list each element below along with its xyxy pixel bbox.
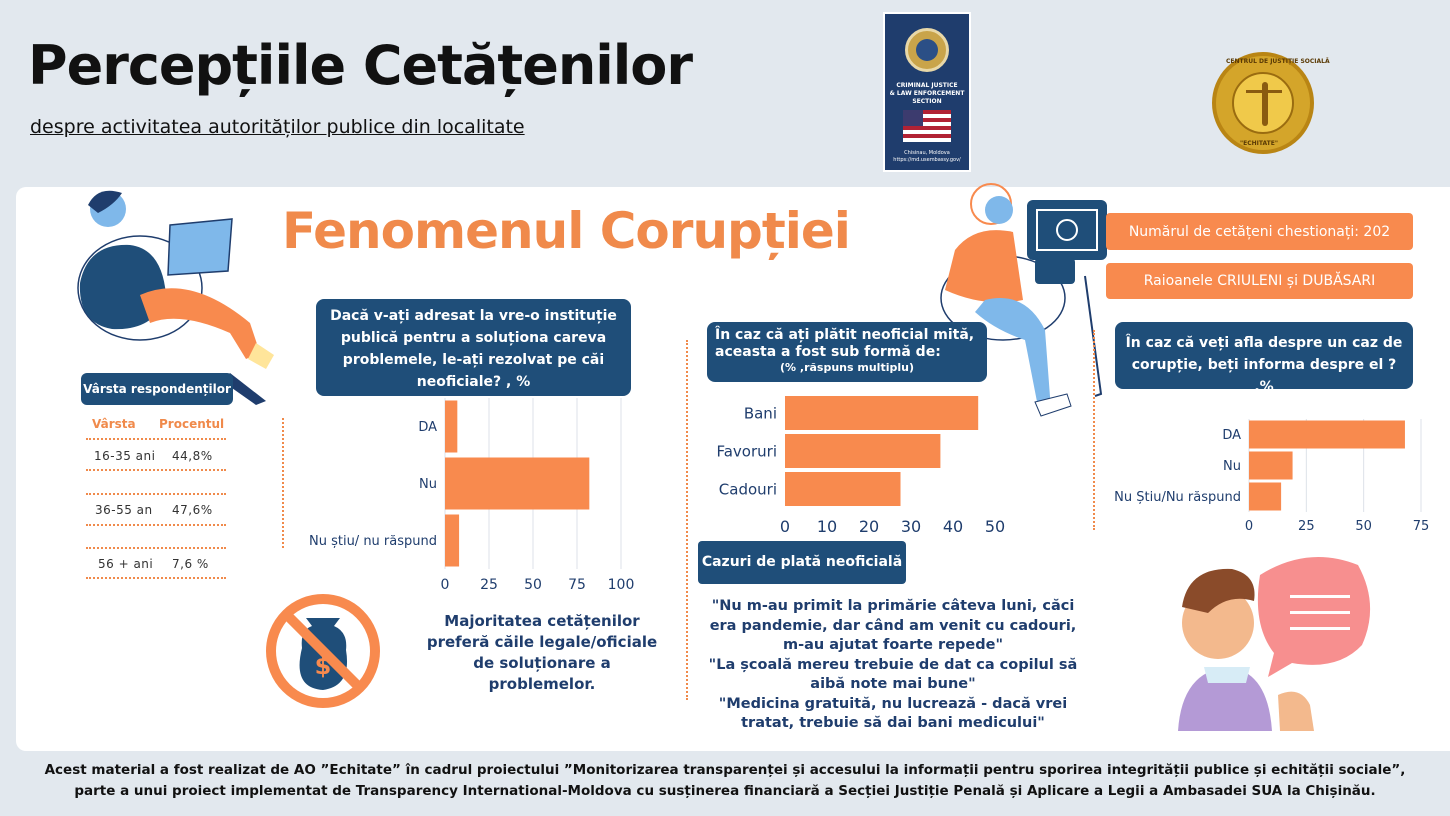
chart1-category-label: Favoruri — [716, 442, 777, 461]
page-title: Percepțiile Cetățenilor — [28, 34, 693, 97]
footer-line-2: parte a unui proiect implementat de Transparency International-Moldova cu susținerea financiară a Secției Justiție Penală și Aplicare a Legii a Ambasadei SUA la Chișinău. — [74, 783, 1376, 799]
logo-line-3: SECTION — [912, 98, 942, 105]
age-row-2-age: 36-55 an — [95, 503, 153, 517]
footer-line-1: Acest material a fost realizat de AO ”Echitate” în cadrul proiectului ”Monitorizarea transparenței și accesului la informații pentru sporirea integrității publice și echității sociale”, — [44, 762, 1406, 778]
chart0-tick-label: 0 — [440, 577, 450, 593]
chart2-tick-label: 25 — [1298, 519, 1315, 534]
percent-column-header: Procentul — [159, 417, 225, 431]
age-row-1-age: 16-35 ani — [94, 449, 156, 463]
chart2-bar — [1249, 452, 1293, 480]
chart2-tick-label: 75 — [1412, 519, 1430, 534]
age-row-2-pct: 47,6% — [172, 503, 213, 517]
question-2-text: În caz că ați plătit neoficial mită, aceasta a fost sub formă de: — [715, 327, 975, 360]
embassy-seal-icon — [905, 28, 949, 72]
chart0-tick-label: 25 — [480, 577, 498, 593]
chart0-category-label: Nu știu/ nu răspund — [308, 534, 437, 550]
chart1-category-label: Bani — [743, 404, 777, 423]
chart1-bar — [785, 472, 901, 506]
logo-line-1: CRIMINAL JUSTICE — [896, 82, 958, 89]
majority-conclusion-text: Majoritatea cetățenilor preferă căile legale/oficiale de soluționare a problemelor. — [426, 612, 658, 693]
chart2-category-label: Nu — [1223, 459, 1241, 475]
chart0-category-label: Nu — [419, 477, 437, 493]
age-row-3-age: 56 + ani — [98, 557, 154, 571]
chart2-bar — [1249, 483, 1281, 511]
chart0-tick-label: 50 — [524, 577, 542, 593]
age-row-1-pct: 44,8% — [172, 449, 213, 463]
chart1-tick-label: 40 — [942, 517, 964, 536]
quote-3: "Medicina gratuită, nu lucrează - dacă vrei tratat, trebuie să dai bani medicului" — [718, 695, 1068, 731]
chart0-bar — [445, 458, 589, 510]
question-2-box — [707, 322, 987, 382]
question-2-subtext: (% ,răspuns multiplu) — [780, 361, 914, 374]
chart-report-corruption — [1105, 418, 1435, 540]
chart1-tick-label: 10 — [816, 517, 838, 536]
logo-bottom-text: "ECHITATE" — [1240, 140, 1279, 147]
logo-line-2: & LAW ENFORCEMENT — [889, 90, 965, 97]
chart0-tick-label: 75 — [568, 577, 586, 593]
chart1-tick-label: 0 — [779, 517, 791, 536]
chart1-tick-label: 20 — [858, 517, 880, 536]
chart1-category-label: Cadouri — [718, 480, 777, 499]
logo-ring-icon — [1212, 52, 1314, 154]
quote-2: "La școală mereu trebuie de dat ca copilul să aibă note mai bune" — [708, 656, 1078, 692]
speaking-person-illustration — [1168, 545, 1380, 731]
chart0-tick-label: 100 — [607, 577, 635, 593]
age-row-3-pct: 7,6 % — [172, 557, 209, 571]
chart1-tick-label: 30 — [900, 517, 922, 536]
svg-text:$: $ — [314, 652, 332, 680]
footer — [0, 760, 1450, 802]
person-tablet-illustration — [935, 180, 1125, 420]
chart2-bar — [1249, 421, 1405, 449]
chart1-tick-label: 50 — [984, 517, 1006, 536]
us-embassy-logo — [883, 12, 971, 172]
chart2-category-label: Nu Știu/Nu răspund — [1114, 490, 1241, 506]
chart0-bar — [445, 401, 457, 453]
chart1-bar — [785, 396, 978, 430]
us-flag-icon — [903, 110, 951, 142]
chart1-bar — [785, 434, 940, 468]
chart-bribe-form — [700, 392, 1020, 538]
age-column-header: Vârsta — [92, 417, 136, 431]
quote-1: "Nu m-au primit la primărie câteva luni, căci era pandemie, dar când am venit cu cadouri, m-au ajutat foarte repede" — [709, 598, 1077, 653]
districts-box: Raioanele CRIULENI și DUBĂSARI — [1106, 263, 1413, 299]
echitate-logo — [1196, 52, 1330, 156]
section-title: Fenomenul Corupției — [282, 202, 850, 260]
cases-header: Cazuri de plată neoficială — [698, 541, 906, 584]
chart0-category-label: DA — [418, 420, 437, 436]
question-1-box: Dacă v-ați adresat la vre-o instituție publică pentru a soluționa careva problemele, le-ați rezolvat pe căi neoficiale? , % — [316, 299, 631, 396]
chart0-bar — [445, 515, 459, 567]
chart2-category-label: DA — [1222, 428, 1241, 444]
logo-city: Chisinau, Moldova — [904, 150, 950, 156]
question-3-box: În caz că veți afla despre un caz de corupție, beți informa despre el ? ,% — [1115, 322, 1413, 389]
logo-url: https://md.usembassy.gov/ — [893, 157, 961, 163]
chart2-tick-label: 50 — [1355, 519, 1372, 534]
chart2-tick-label: 0 — [1244, 519, 1254, 534]
logo-top-text: CENTRUL DE JUSTIȚIE SOCIALĂ — [1226, 58, 1330, 65]
page-subtitle: despre activitatea autorităților publice din localitate — [30, 116, 525, 138]
chart-resolved-unofficially — [300, 398, 650, 598]
quotes-block — [703, 597, 1083, 734]
age-table-header: Vârsta respondenților — [81, 373, 233, 405]
respondents-count-box: Numărul de cetățeni chestionați: 202 — [1106, 213, 1413, 250]
no-bribe-icon — [262, 590, 384, 712]
